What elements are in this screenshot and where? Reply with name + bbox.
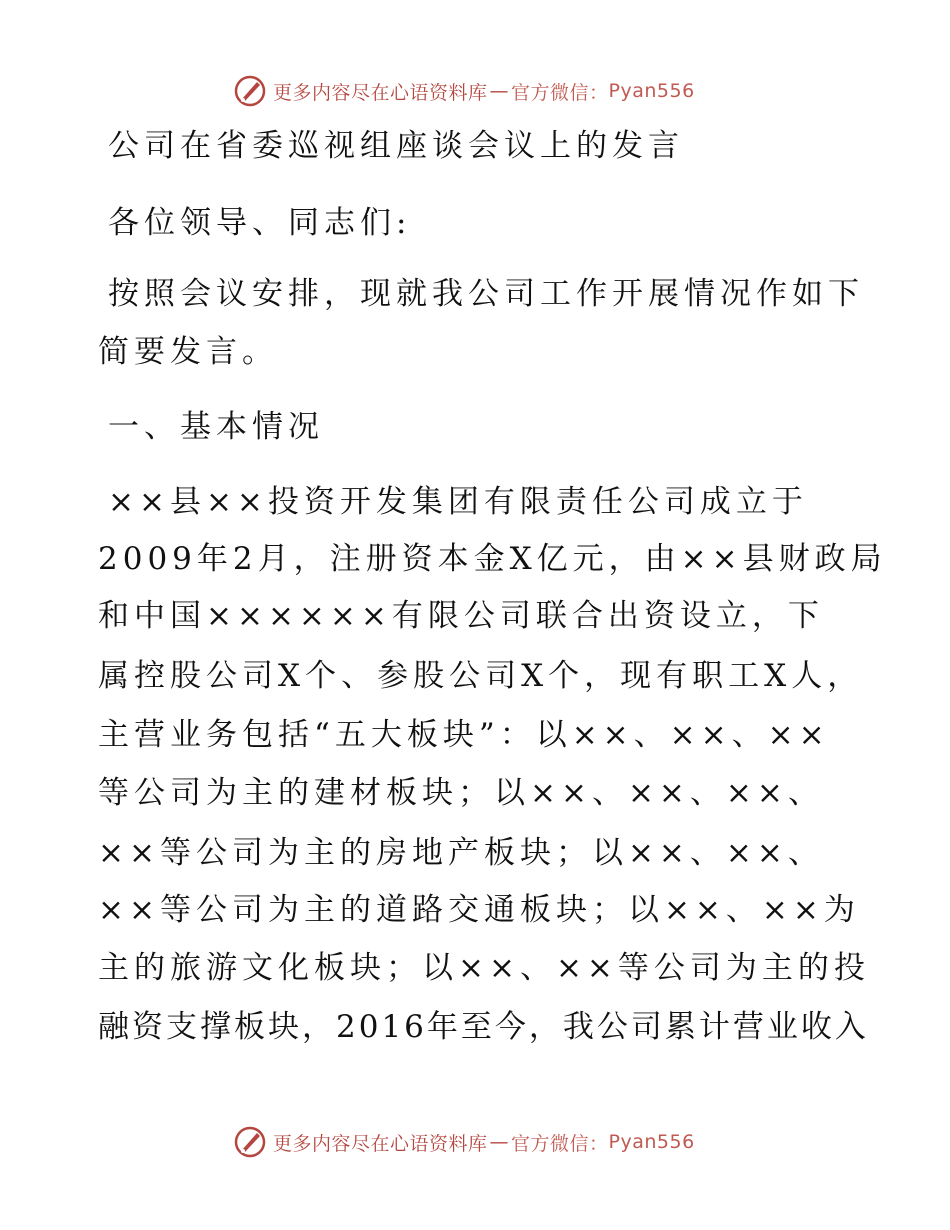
- body-line: ××县××投资开发集团有限责任公司成立于: [108, 484, 808, 520]
- body-line: 主营业务包括“五大板块”：以××、××、××: [98, 717, 830, 753]
- banner-wechat-label: 官方微信：: [511, 81, 609, 104]
- body-line: 融资支撑板块，2016年至今，我公司累计营业收入: [98, 1009, 869, 1045]
- header-banner: [233, 74, 695, 108]
- pen-logo-icon: [233, 1125, 267, 1159]
- banner-separator: —: [489, 1131, 510, 1153]
- document-title: 公司在省委巡视组座谈会议上的发言: [108, 128, 684, 164]
- body-line: 和中国××××××有限公司联合出资设立，下: [98, 598, 824, 634]
- footer-banner: [233, 1125, 695, 1159]
- banner-wechat-id: Pyan556: [608, 80, 695, 102]
- greeting: 各位领导、同志们:: [108, 205, 412, 241]
- banner-wechat-label: 官方微信：: [511, 1132, 609, 1155]
- body-line: ××等公司为主的道路交通板块；以××、××为: [98, 892, 860, 928]
- banner-separator: —: [489, 80, 510, 102]
- body-line: 主的旅游文化板块；以××、××等公司为主的投: [98, 950, 870, 986]
- intro-line: 简要发言。: [98, 334, 278, 370]
- body-line: ××等公司为主的房地产板块；以××、××、: [98, 835, 824, 871]
- banner-wechat-id: Pyan556: [608, 1131, 695, 1153]
- body-line: 2009年2月，注册资本金X亿元，由××县财政局: [98, 541, 887, 577]
- section-heading: 一、基本情况: [108, 409, 324, 445]
- banner-text: 更多内容尽在心语资料库: [273, 1132, 488, 1155]
- banner-text: 更多内容尽在心语资料库: [273, 81, 488, 104]
- body-line: 属控股公司X个、参股公司X个，现有职工X人，: [98, 658, 864, 694]
- pen-logo-icon: [233, 74, 267, 108]
- body-line: 等公司为主的建材板块；以××、××、××、: [98, 775, 824, 811]
- intro-line: 按照会议安排，现就我公司工作开展情况作如下: [108, 276, 864, 312]
